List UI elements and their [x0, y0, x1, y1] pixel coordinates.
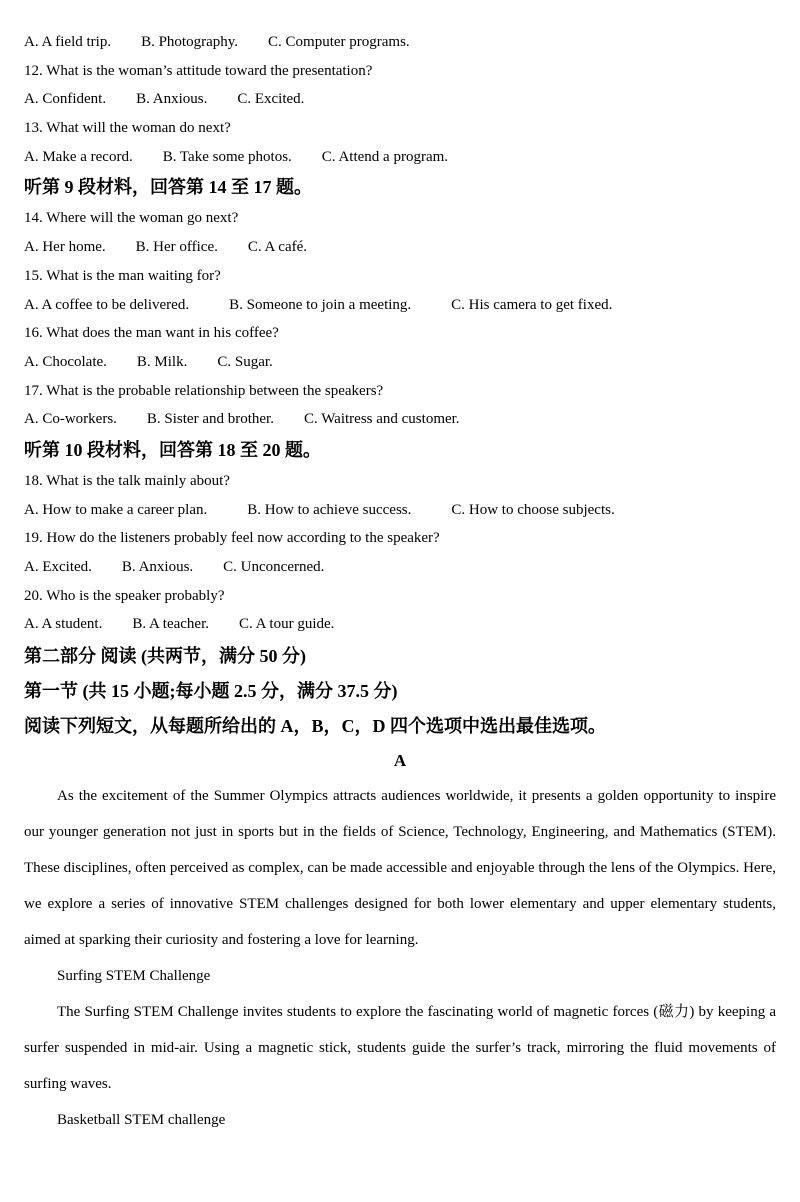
- q19-options: [24, 553, 776, 582]
- part-2-heading: 第二部分 阅读 (共两节，满分 50 分): [24, 646, 306, 667]
- q12-options: [24, 85, 776, 114]
- q11-options: [24, 28, 776, 57]
- q20-option-c: C. A tour guide.: [239, 616, 335, 633]
- q18-option-b: B. How to achieve success.: [247, 501, 412, 518]
- q17-option-b: B. Sister and brother.: [146, 411, 274, 428]
- q15-question: 15. What is the man waiting for?: [24, 267, 221, 284]
- q17-options: [24, 405, 776, 434]
- q20-option-b: B. A teacher.: [132, 616, 209, 633]
- q16-option-c: C. Sugar.: [217, 353, 273, 370]
- q19-option-c: C. Unconcerned.: [223, 559, 325, 575]
- q17-option-a: A. Co-workers.: [24, 411, 117, 428]
- q12-option-b: B. Anxious.: [136, 91, 208, 108]
- section-10-heading: 听第 10 段材料，回答第 18 至 20 题。: [24, 439, 321, 460]
- q13-options: [24, 143, 776, 172]
- q18-options: [24, 496, 776, 525]
- q18-option-a: A. How to make a career plan.: [24, 501, 208, 518]
- q19-option-b: B. Anxious.: [121, 559, 194, 575]
- q14-option-a: A. Her home.: [24, 239, 106, 256]
- section-9-heading: 听第 9 段材料，回答第 14 至 17 题。: [24, 177, 312, 198]
- q20-question: 20. Who is the speaker probably?: [24, 587, 225, 604]
- q14-options: [24, 233, 776, 262]
- passage-title: A: [393, 751, 407, 771]
- q16-option-a: A. Chocolate.: [24, 353, 107, 370]
- q13-option-c: C. Attend a program.: [321, 148, 449, 165]
- q19-question: 19. How do the listeners probably feel now according to the speaker?: [24, 530, 440, 547]
- section-1-heading: 第一节 (共 15 小题;每小题 2.5 分，满分 37.5 分): [24, 681, 398, 702]
- q13-question: 13. What will the woman do next?: [24, 120, 231, 137]
- q18-question: 18. What is the talk mainly about?: [24, 472, 230, 489]
- passage-subheading-basketball: Basketball STEM challenge: [57, 1112, 226, 1129]
- q16-option-b: B. Milk.: [136, 353, 188, 370]
- passage-paragraph-1: As the excitement of the Summer Olympics attracts audiences worldwide, it presents a golden opportunity to inspire our younger generation not just in sports but in the fields of Science, Technology, Engineering, and Mathematics (STEM). These disciplines, often perceived as complex, can be made accessible and enjoyable through the lens of the Olympics. Here, we explore a series of innovative STEM challenges designed for both lower elementary and upper elementary students, aimed at sparking their curiosity and fostering a love for learning.: [24, 788, 776, 949]
- q15-option-c: C. His camera to get fixed.: [451, 296, 613, 313]
- q15-option-a: A. A coffee to be delivered.: [24, 296, 190, 313]
- q11-option-a: A. A field trip.: [24, 34, 112, 50]
- q11-option-b: B. Photography.: [141, 34, 239, 50]
- q15-option-b: B. Someone to join a meeting.: [229, 296, 412, 313]
- q13-option-b: B. Take some photos.: [162, 148, 292, 165]
- q14-question: 14. Where will the woman go next?: [24, 210, 239, 227]
- q12-option-a: A. Confident.: [24, 91, 107, 108]
- q20-option-a: A. A student.: [24, 616, 103, 633]
- q19-option-a: A. Excited.: [24, 559, 92, 575]
- q18-option-c: C. How to choose subjects.: [451, 501, 615, 518]
- exam-page: [24, 28, 776, 1138]
- q14-option-c: C. A café.: [247, 239, 308, 256]
- q12-option-c: C. Excited.: [237, 91, 305, 108]
- q16-options: [24, 348, 776, 377]
- passage-paragraph-2: The Surfing STEM Challenge invites students to explore the fascinating world of magnetic forces (磁力) by keeping a surfer suspended in mid-air. Using a magnetic stick, students guide the surfer’s track, mirroring the fluid movements of surfing waves.: [24, 1004, 776, 1093]
- q17-option-c: C. Waitress and customer.: [303, 411, 460, 428]
- q13-option-a: A. Make a record.: [24, 148, 133, 165]
- q15-options: [24, 291, 776, 320]
- q16-question: 16. What does the man want in his coffee?: [24, 325, 279, 342]
- q14-option-b: B. Her office.: [135, 239, 218, 256]
- q12-question: 12. What is the woman’s attitude toward the presentation?: [24, 62, 373, 79]
- passage-subheading-surfing: Surfing STEM Challenge: [57, 968, 211, 985]
- reading-instruction: 阅读下列短文，从每题所给出的 A，B，C，D 四个选项中选出最佳选项。: [24, 716, 606, 737]
- q20-options: [24, 610, 776, 639]
- q17-question: 17. What is the probable relationship between the speakers?: [24, 382, 384, 399]
- q11-option-c: C. Computer programs.: [268, 34, 410, 50]
